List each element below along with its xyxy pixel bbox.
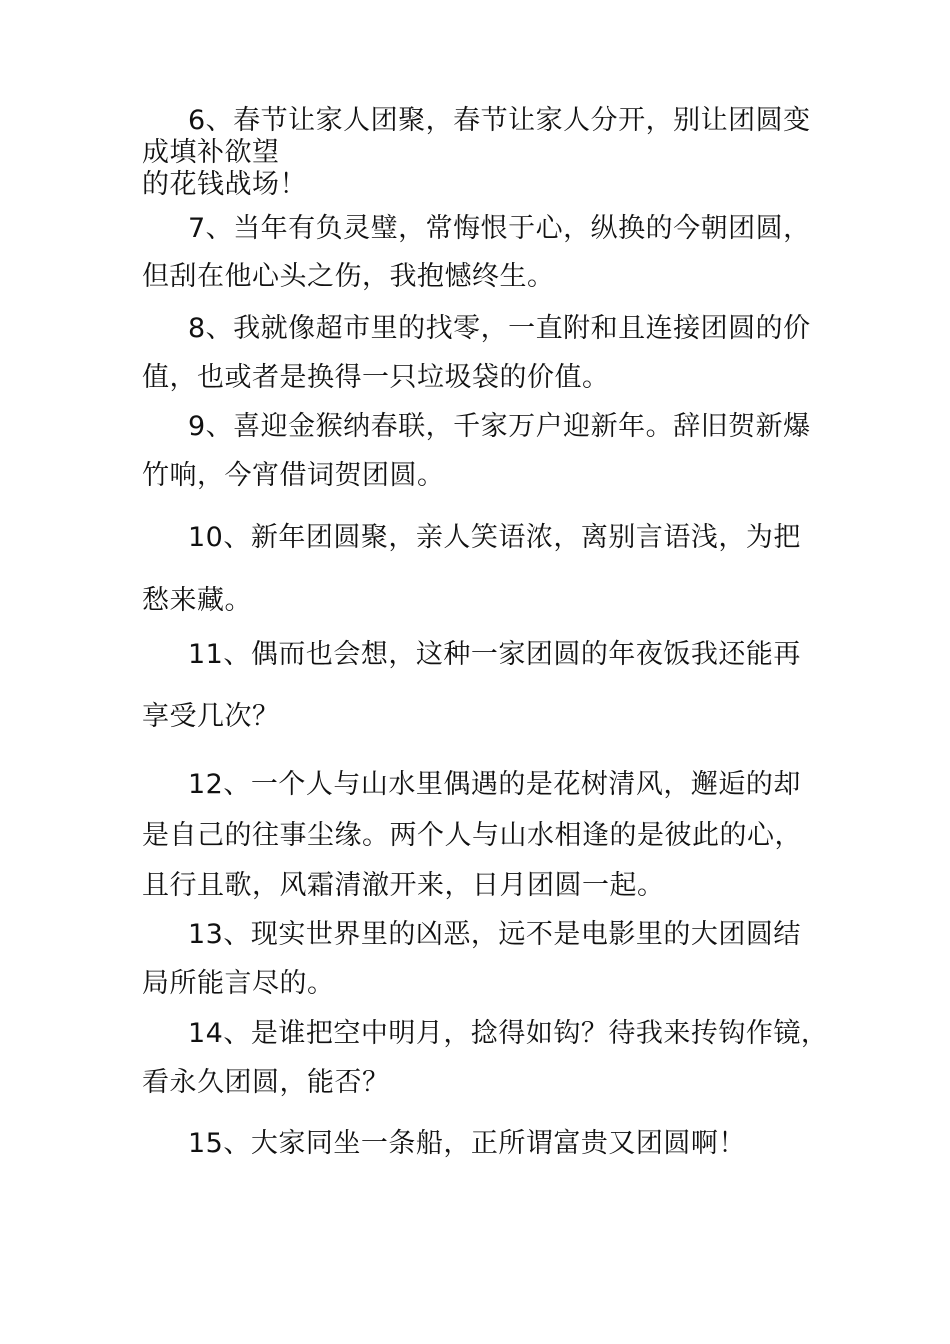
paragraph-7-line-2: 但刮在他心头之伤，我抱憾终生。	[142, 261, 555, 292]
paragraph-6-line-3: 的花钱战场！	[142, 169, 307, 200]
paragraph-10-line-2: 愁来藏。	[142, 585, 252, 616]
paragraph-11-line-1: 11、偶而也会想，这种一家团圆的年夜饭我还能再	[188, 639, 801, 670]
paragraph-12-line-3: 且行且歌，风霜清澈开来，日月团圆一起。	[142, 870, 665, 901]
paragraph-8-line-1: 8、我就像超市里的找零，一直附和且连接团圆的价	[188, 313, 811, 344]
paragraph-6-line-1: 6、春节让家人团聚，春节让家人分开，别让团圆变	[188, 105, 811, 136]
paragraph-12-line-1: 12、一个人与山水里偶遇的是花树清风，邂逅的却	[188, 769, 801, 800]
paragraph-11-line-2: 享受几次？	[142, 701, 280, 732]
paragraph-13-line-1: 13、现实世界里的凶恶，远不是电影里的大团圆结	[188, 919, 801, 950]
paragraph-6-line-2: 成填补欲望	[142, 137, 280, 168]
paragraph-13-line-2: 局所能言尽的。	[142, 968, 335, 999]
paragraph-14-line-2: 看永久团圆，能否？	[142, 1067, 390, 1098]
paragraph-9-line-2: 竹响，今宵借词贺团圆。	[142, 460, 445, 491]
paragraph-8-line-2: 值，也或者是换得一只垃圾袋的价值。	[142, 362, 610, 393]
paragraph-12-line-2: 是自己的往事尘缘。两个人与山水相逢的是彼此的心，	[142, 820, 802, 851]
paragraph-14-line-1: 14、是谁把空中明月，捻得如钩？待我来抟钩作镜，	[188, 1018, 829, 1049]
paragraph-10-line-1: 10、新年团圆聚，亲人笑语浓，离别言语浅，为把	[188, 522, 801, 553]
paragraph-7-line-1: 7、当年有负灵璧，常悔恨于心，纵换的今朝团圆，	[188, 213, 811, 244]
paragraph-15-line-1: 15、大家同坐一条船，正所谓富贵又团圆啊！	[188, 1128, 746, 1159]
paragraph-9-line-1: 9、喜迎金猴纳春联，千家万户迎新年。辞旧贺新爆	[188, 411, 811, 442]
